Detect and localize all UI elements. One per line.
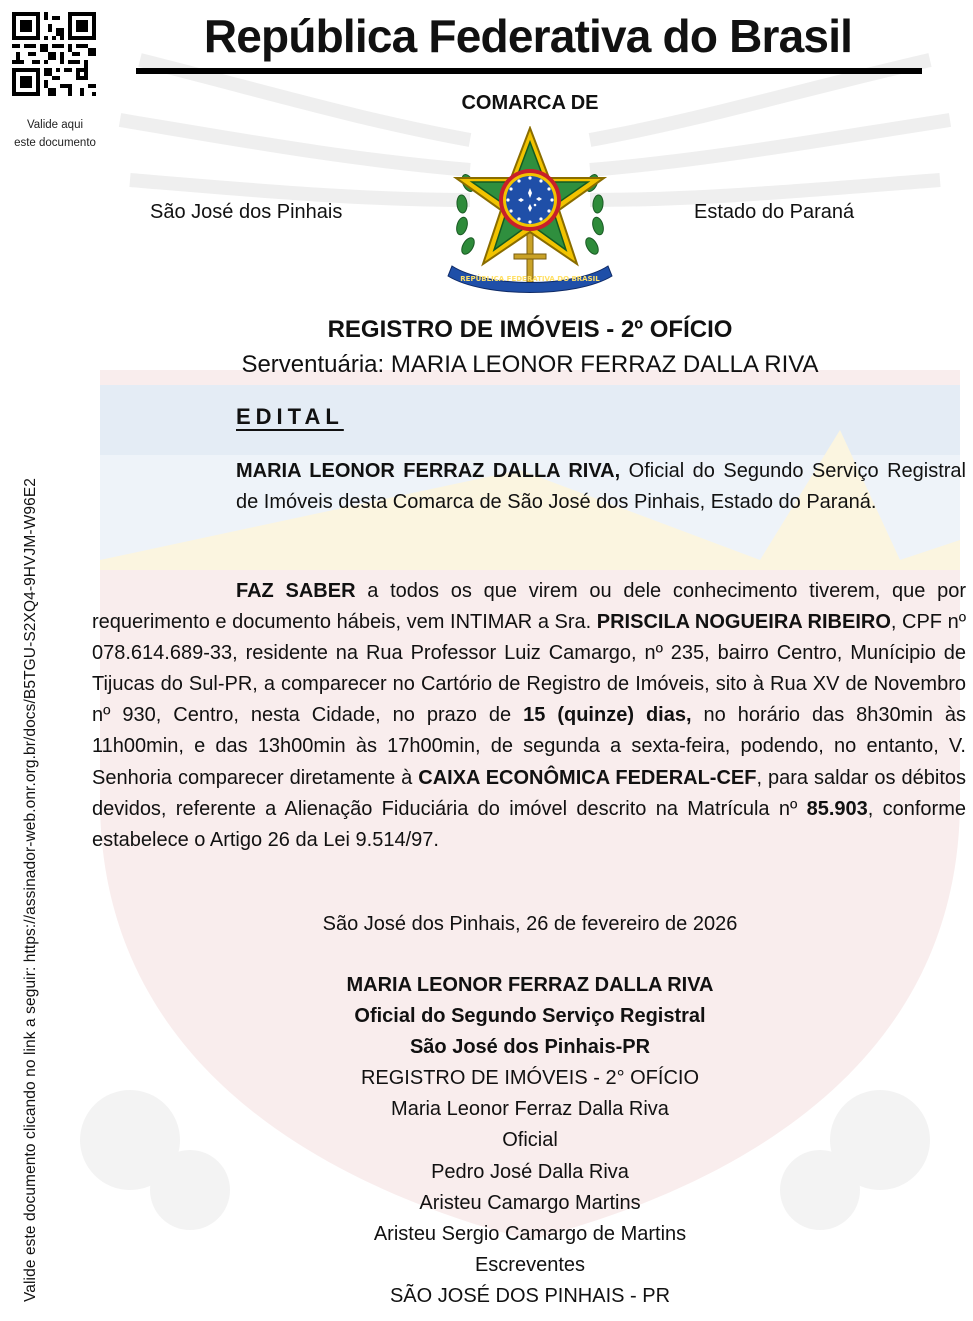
serventuaria-line: Serventuária: MARIA LEONOR FERRAZ DALLA RIVA [241, 351, 819, 378]
officer-description: Oficial do Segundo Serviço Registral de Imóveis desta Comarca de São José dos Pinhais, Estado do Paraná. [236, 460, 966, 514]
qr-caption [0, 116, 110, 152]
body-text: , CPF nº 078.614.689-33, residente na Rua Professor Luiz Camargo, nº 235, bairro Centro, Munícipio de Tijucas do Sul-PR, a comparecer no Cartório de Registro de Imóveis, sito à Rua XV de Novembro nº 930, Centro, nesta Cidade, no prazo de [92, 611, 967, 727]
comarca-label: COMARCA DE [461, 92, 599, 114]
comarca-state: Estado do Paraná [694, 201, 855, 223]
title-underline [136, 68, 922, 74]
stamp-line: Aristeu Camargo Martins [419, 1192, 641, 1214]
comarca-city: São José dos Pinhais [150, 201, 343, 223]
qr-caption-line2: este documento [14, 137, 96, 149]
validation-link-text[interactable]: Valide este documento clicando no link a seguir: https://assinador-web.onr.org.br/docs/B5TGU-S2XQ4-9HVJM-W96E2 [22, 478, 39, 1302]
registro-heading: REGISTRO DE IMÓVEIS - 2º OFÍCIO [327, 316, 733, 343]
coat-of-arms-icon [446, 126, 614, 296]
stamp-line: Oficial [502, 1129, 558, 1151]
stamp-line: Pedro José Dalla Riva [431, 1161, 629, 1183]
stamp-line: Aristeu Sergio Camargo de Martins [373, 1223, 687, 1245]
qr-caption-line1: Valide aqui [26, 119, 84, 131]
body-emphasis: FAZ SABER [236, 580, 356, 602]
officer-name: MARIA LEONOR FERRAZ DALLA RIVA, [236, 460, 621, 482]
body-emphasis: 85.903 [806, 797, 868, 820]
body-emphasis: 15 (quinze) dias, [523, 704, 692, 727]
edital-body-paragraph [92, 576, 966, 856]
stamp-line: SÃO JOSÉ DOS PINHAIS - PR [389, 1285, 671, 1307]
body-emphasis: PRISCILA NOGUEIRA RIBEIRO [596, 611, 891, 634]
body-text: no horário das 8h30min às 11h00min, e das 13h00min às 17h00min, de segunda a sexta-feira, podendo, no entanto, V. Senhoria comparecer diretamente à [92, 704, 966, 789]
qr-code-icon[interactable] [12, 12, 96, 96]
emblem-ribbon-text: REPÚBLICA FEDERATIVA DO BRASIL [460, 275, 600, 283]
edital-intro-paragraph [236, 456, 966, 518]
edital-heading: EDITAL [236, 404, 344, 429]
stamp-line: Escreventes [474, 1254, 586, 1276]
signer-name: MARIA LEONOR FERRAZ DALLA RIVA [346, 974, 714, 996]
body-text: , para saldar os débitos devidos, referente a Alienação Fiduciária do imóvel descrito na Matrícula nº [92, 766, 966, 820]
stamp-line: REGISTRO DE IMÓVEIS - 2° OFÍCIO [360, 1067, 700, 1089]
body-emphasis: CAIXA ECONÔMICA FEDERAL-CEF [418, 766, 757, 789]
body-text: a todos os que virem ou dele conhecimento tiverem, que por requerimento e documento hábeis, vem INTIMAR a Sra. [92, 580, 967, 634]
page-title: República Federativa do Brasil [203, 10, 853, 62]
stamp-line: Maria Leonor Ferraz Dalla Riva [391, 1098, 669, 1120]
document-date: São José dos Pinhais, 26 de fevereiro de 2026 [322, 913, 738, 935]
signer-city: São José dos Pinhais-PR [409, 1036, 651, 1058]
signer-role: Oficial do Segundo Serviço Registral [354, 1005, 706, 1027]
body-text: , conforme estabelece o Artigo 26 da Lei 9.514/97. [92, 797, 966, 851]
